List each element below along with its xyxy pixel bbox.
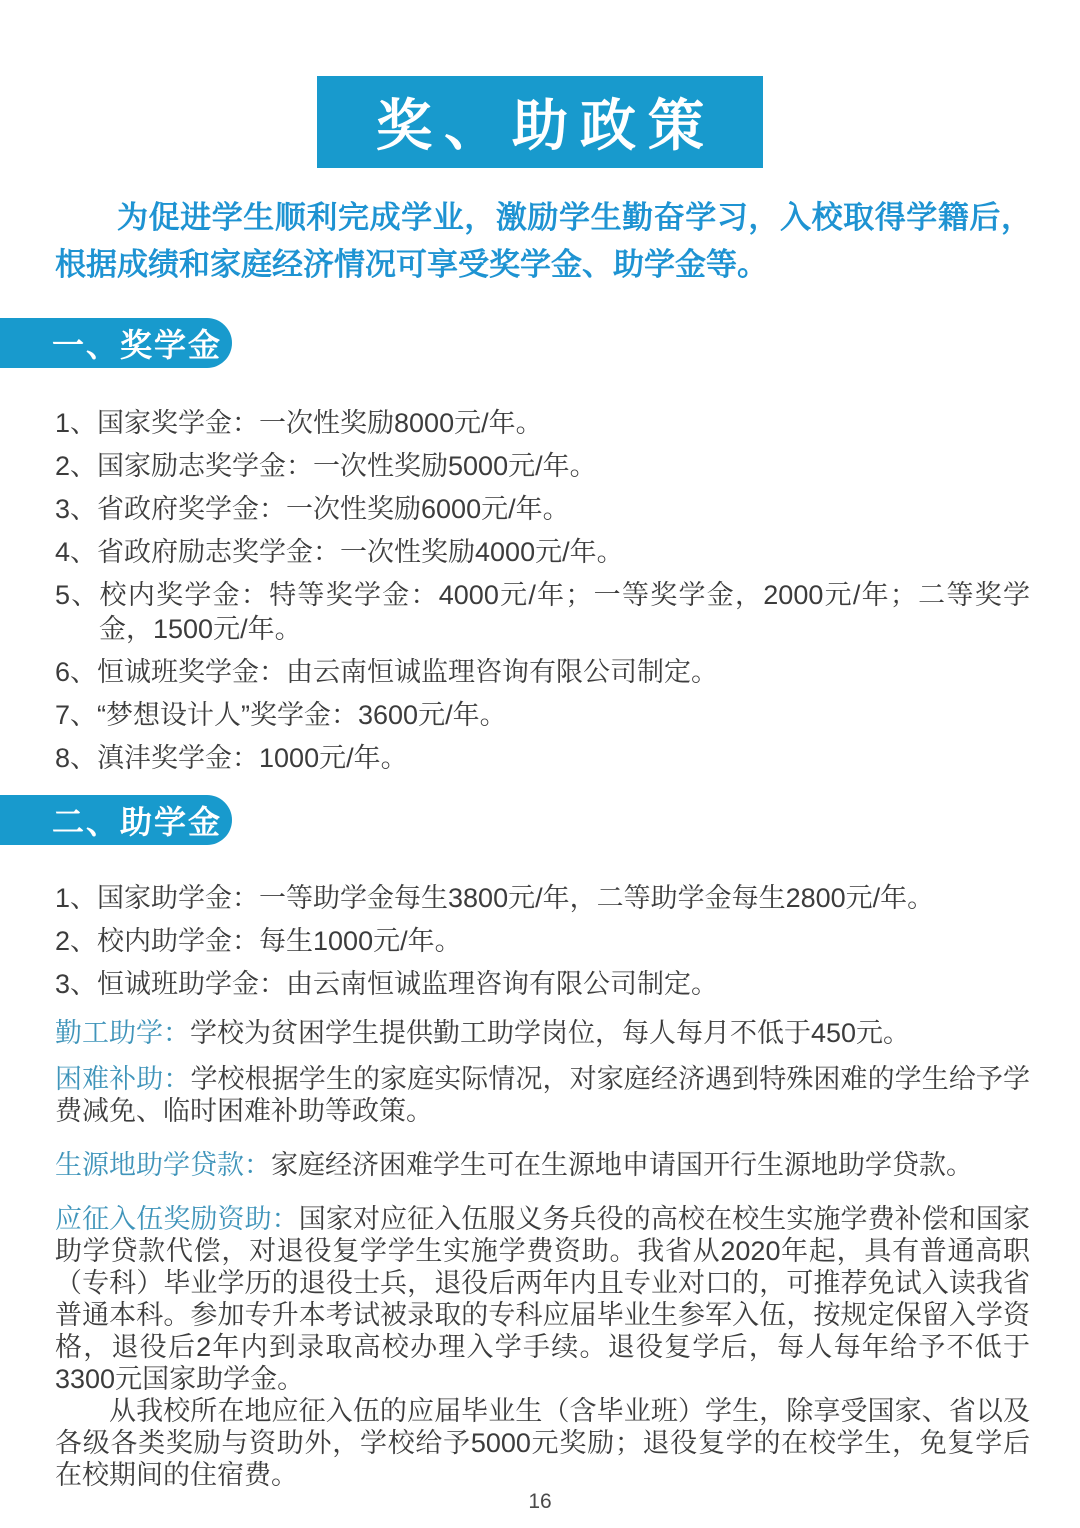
paragraph-origin-loan: [55, 1149, 1030, 1181]
paragraph-work-study: [55, 1017, 1030, 1049]
scholarship-list: [55, 406, 1030, 775]
list-item: 3、恒诚班助学金：由云南恒诚监理咨询有限公司制定。: [55, 969, 719, 999]
paragraph-text: 学校为贫困学生提供勤工助学岗位，每人每月不低于450元。: [190, 1018, 911, 1048]
list-item: 2、校内助学金：每生1000元/年。: [55, 926, 462, 956]
paragraph-label: 应征入伍奖励资助：: [55, 1204, 299, 1234]
list-item: 1、国家助学金：一等助学金每生3800元/年，二等助学金每生2800元/年。: [55, 883, 935, 913]
paragraph-label: 勤工助学：: [55, 1018, 190, 1048]
paragraph-enlistment-aid-extra: 从我校所在地应征入伍的应届毕业生（含毕业班）学生，除享受国家、省以及各级各类奖励与资助外，学校给予5000元奖励；退役复学的在校学生，免复学后在校期间的住宿费。: [55, 1396, 1030, 1490]
list-item: 8、滇沣奖学金：1000元/年。: [55, 743, 408, 773]
list-item: 6、恒诚班奖学金：由云南恒诚监理咨询有限公司制定。: [55, 657, 719, 687]
paragraph-label: 生源地助学贷款：: [55, 1150, 271, 1180]
section-title: 二、助学金: [52, 804, 223, 840]
list-item: 2、国家励志奖学金：一次性奖励5000元/年。: [55, 451, 597, 481]
section-header-grants: [0, 795, 232, 845]
intro-paragraph: 为促进学生顺利完成学业，激励学生勤奋学习，入校取得学籍后，根据成绩和家庭经济情况可享受奖学金、助学金等。: [55, 200, 1032, 282]
list-item: 7、“梦想设计人”奖学金：3600元/年。: [55, 700, 507, 730]
section-title: 一、奖学金: [52, 327, 223, 363]
section-header-scholarships: [0, 318, 232, 368]
paragraph-enlistment-aid: [55, 1203, 1030, 1395]
page-number: 16: [528, 1490, 552, 1513]
paragraph-text: 国家对应征入伍服义务兵役的高校在校生实施学费补偿和国家助学贷款代偿，对退役复学学生实施学费资助。我省从2020年起，具有普通高职（专科）毕业学历的退役士兵，退役后两年内且专业对口的，可推荐免试入读我省普通本科。参加专升本考试被录取的专科应届毕业生参军入伍，按规定保留入学资格，退役后2年内到录取高校办理入学手续。退役复学后，每人每年给予不低于3300元国家助学金。: [55, 1204, 1031, 1394]
paragraph-hardship-subsidy: [55, 1063, 1030, 1127]
list-item: 1、国家奖学金：一次性奖励8000元/年。: [55, 408, 543, 438]
title-banner: [317, 76, 763, 168]
list-item: 3、省政府奖学金：一次性奖励6000元/年。: [55, 494, 570, 524]
list-item: 4、省政府励志奖学金：一次性奖励4000元/年。: [55, 537, 624, 567]
grant-list: [55, 881, 1030, 1001]
paragraph-text: 学校根据学生的家庭实际情况，对家庭经济遇到特殊困难的学生给予学费减免、临时困难补助等政策。: [55, 1064, 1031, 1126]
list-item: 5、校内奖学金：特等奖学金：4000元/年；一等奖学金，2000元/年；二等奖学金，1500元/年。: [55, 580, 1030, 644]
page-title: 奖、助政策: [376, 94, 716, 157]
paragraph-label: 困难补助：: [55, 1064, 191, 1094]
paragraph-text: 家庭经济困难学生可在生源地申请国开行生源地助学贷款。: [271, 1150, 973, 1180]
